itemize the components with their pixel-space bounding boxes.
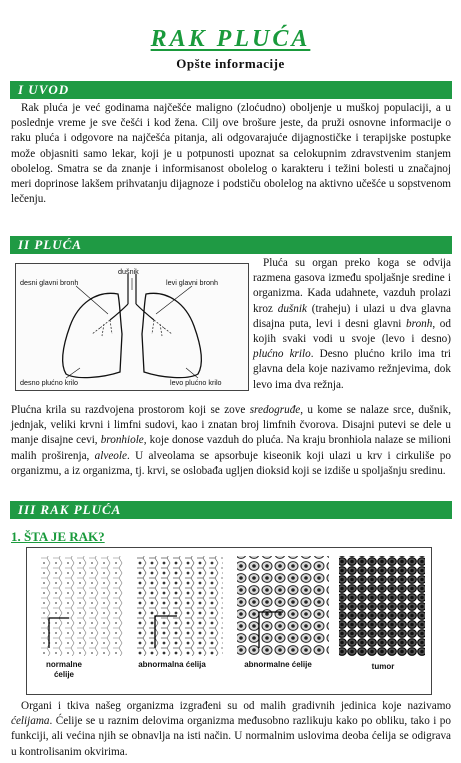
section-heading-rak: III RAK PLUĆA [10,501,452,519]
subsection-heading: 1. ŠTA JE RAK? [11,529,105,544]
section-heading-uvod: I UVOD [10,81,452,99]
sta-je-rak-text: Organi i tkiva našeg organizma izgrađeni su od malih gradivnih jedinica koje nazivamo ćelijama. Ćelije se u raznim delovima organizma međusobno razlikuju kako po obliku, tako i po funkciji, ali većina njih se obnavlja na isti način. U normalnim uslovima deoba ćelija se odigrava u kontrolisanim okvirima. [11,700,451,758]
section-heading-pluca: II PLUĆA [10,236,452,254]
label-abnormal-cells: abnormalne ćelije [244,660,312,669]
label-levo-krilo: levo plućno krilo [170,378,222,387]
label-tumor: tumor [371,662,395,671]
pluca-rest-text: Plućna krila su razdvojena prostorom koji se zove sredogruđe, u kome se nalaze srce, dušnik, jednjak, veliki krvni i limfni sudovi, kao i znatan broj limfnih čvorova. Disajni putevi se dele u manje disajne cevi, bronhiole, koje donose vazduh do pluća. Na kraju bronhiola nalaze se milioni malih proširenja, alveole. U alveolama se apsorbuje kiseonik koji ulazi u krv i cirkuliše po organizmu, a iz organizma, tj. krvi, se oslobađa ugljen dioksid koji se izdiše u spoljašnju sredinu. [11,404,451,477]
label-dusnik: dušnik [118,267,139,276]
document-title: RAK PLUĆA [150,26,311,52]
lung-diagram [15,263,249,391]
label-desni-bronh: desni glavni bronh [20,278,79,287]
label-levi-bronh: levi glavni bronh [166,278,218,287]
document-subtitle: Opšte informacije [176,56,285,71]
sta-je-rak-paragraph [11,699,451,760]
uvod-paragraph [11,101,451,207]
label-abnormal-cell: abnormalna ćelija [138,660,206,669]
label-normal-cells: normalne ćelije [45,660,82,679]
pluca-intro-text: Pluća su organ preko koga se odvija razmena gasova između spoljašnje sredine i organizma. Kada udahnete, vazduh prolazi kroz dušnik (traheju) i ulazi u dva glavna disajna puta, levi i desni glavni bronh, od kojih svaki vodi u svoje (levo i desno) plućno krilo. Desno plućno krilo ima tri glavna dela koje nazivamo režnjevima, dok levo ima dva režnja. [253,257,451,391]
cell-diagram [26,547,432,695]
pluca-intro-paragraph [253,256,451,393]
pluca-rest-paragraph [11,403,451,479]
uvod-text: Rak pluća je već godinama najčešće maligno (zloćudno) oboljenje u muškoj populaciji, a u poslednje vreme je sve češći i kod žena. Cilj ove brošure jeste, da pruži osnovne informacije o raku pluća i odgovore na najčešća pitanja, ali odgovarajuće dijagnostičke i terapijske postupke može objasniti samo lekar, koji je u potpunosti upoznat sa celokupnim zdravstvenim stanjem obolelog. Smatra se da znanje i informisanost obolelog o karakteru i težini bolesti u značajnoj meri doprinose lakšem prihvatanju dijagnoze i podstiču obolelog na aktivno učešće u sopstvenom lečenju. [11,102,451,206]
label-desno-krilo: desno plućno krilo [20,378,78,387]
